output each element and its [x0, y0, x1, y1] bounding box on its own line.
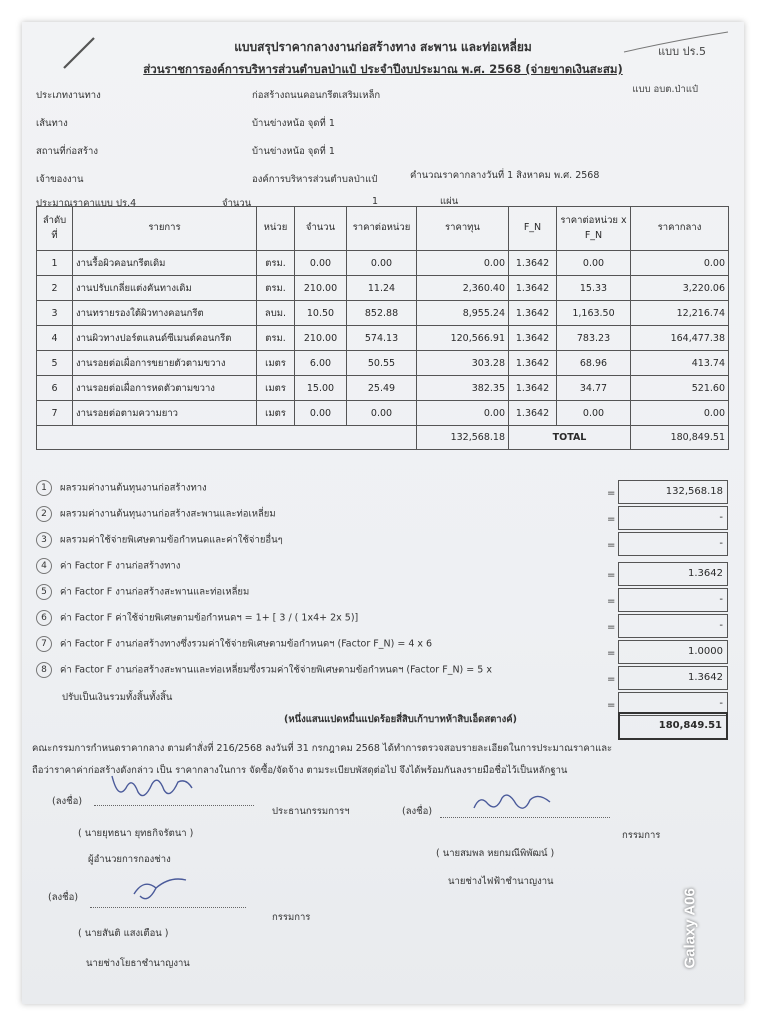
route-value: บ้านข่างหน้อ จุดที่ 1 [252, 118, 335, 129]
row-fn: 1.3642 [509, 401, 557, 426]
equals-sign: = [607, 700, 616, 711]
row-median: 164,477.38 [631, 326, 729, 351]
sheet-label: แผ่น [440, 196, 459, 207]
summary-text: ค่า Factor F ค่าใช้จ่ายพิเศษตามข้อกำหนดฯ = 1+ [ 3 / ( 1x4+ 2x 5)] [60, 612, 359, 624]
statement-line-2: ถือว่าราคาค่าก่อสร้างดังกล่าว เป็น ราคากลางในการ จัดซื้อ/จัดจ้าง ตามระเบียบพัสดุต่อไป จึงได้พร้อมกันลงรายมือชื่อไว้เป็นหลักฐาน [32, 765, 568, 777]
row-cost: 0.00 [417, 251, 509, 276]
summary-text: ผลรวมค่าใช้จ่ายพิเศษตามข้อกำหนดและค่าใช้จ่ายอื่นๆ [60, 534, 283, 546]
owner-label: เจ้าของงาน [36, 174, 84, 185]
row-unit: เมตร [257, 376, 295, 401]
member2-position: นายช่างโยธาชำนาญงาน [86, 958, 190, 969]
row-unit-price: 0.00 [347, 251, 417, 276]
col-header-item: รายการ [73, 207, 257, 251]
row-fn: 1.3642 [509, 301, 557, 326]
row-median: 3,220.06 [631, 276, 729, 301]
table-header-row [37, 207, 729, 251]
row-qty: 10.50 [295, 301, 347, 326]
row-qty: 6.00 [295, 351, 347, 376]
summary-row-1 [36, 480, 207, 496]
table-row [37, 376, 729, 401]
row-fn: 1.3642 [509, 351, 557, 376]
col-header-fn: F_N [509, 207, 557, 251]
member1-position: นายช่างไฟฟ้าชำนาญงาน [448, 876, 554, 887]
project-type-value: ก่อสร้างถนนคอนกรีตเสริมเหล็ก [252, 90, 381, 101]
row-fn: 1.3642 [509, 326, 557, 351]
camera-watermark [670, 850, 710, 980]
summary-text: ค่า Factor F งานก่อสร้างสะพานและท่อเหลี่ยม [60, 586, 250, 598]
summary-value-3: - [618, 532, 728, 556]
table-row [37, 351, 729, 376]
total-median: 180,849.51 [631, 426, 729, 450]
member1-name: ( นายสมพล หยกมณีพิพัฒน์ ) [436, 848, 555, 859]
row-item: งานผิวทางปอร์ตแลนด์ซีเมนต์คอนกรีต [73, 326, 257, 351]
row-unit-price: 25.49 [347, 376, 417, 401]
calc-date: คำนวณราคากลางวันที่ 1 สิงหาคม พ.ศ. 2568 [410, 170, 600, 181]
row-no: 4 [37, 326, 73, 351]
summary-value-7: 1.0000 [618, 640, 728, 664]
form-type: แบบ อบต.ป่าแป๋ [632, 84, 698, 95]
table-row [37, 326, 729, 351]
row-median: 521.60 [631, 376, 729, 401]
form-subtitle: ส่วนราชการองค์การบริหารส่วนตำบลป่าแป๋ ประจำปีงบประมาณ พ.ศ. 2568 (จ่ายขาดเงินสะสม) [143, 62, 623, 76]
price-summary-form [22, 22, 744, 1004]
route-label: เส้นทาง [36, 118, 68, 129]
row-fn: 1.3642 [509, 251, 557, 276]
row-item: งานทรายรองใต้ผิวทางคอนกรีต [73, 301, 257, 326]
site-label: สถานที่ก่อสร้าง [36, 146, 98, 157]
row-unit: ตรม. [257, 326, 295, 351]
row-cost: 382.35 [417, 376, 509, 401]
row-no: 7 [37, 401, 73, 426]
owner-value: องค์การบริหารส่วนตำบลป่าแป๋ [252, 174, 378, 185]
row-no: 1 [37, 251, 73, 276]
chair-signature [108, 770, 198, 806]
row-qty: 210.00 [295, 276, 347, 301]
row-fn: 1.3642 [509, 376, 557, 401]
row-unit: ลบม. [257, 301, 295, 326]
grand-total: 180,849.51 [618, 712, 728, 740]
qty-value: 1 [372, 196, 379, 207]
summary-text: ค่า Factor F งานก่อสร้างทางซึ่งรวมค่าใช้จ่ายพิเศษตามข้อกำหนดฯ (Factor F_N) = 4 x 6 [60, 638, 433, 650]
row-price-fn: 783.23 [557, 326, 631, 351]
summary-value-4: 1.3642 [618, 562, 728, 586]
qty-label: จำนวน [222, 198, 252, 209]
row-unit: ตรม. [257, 276, 295, 301]
row-unit: เมตร [257, 401, 295, 426]
equals-sign: = [607, 540, 616, 551]
col-header-no: ลำดับที่ [37, 207, 73, 251]
member1-signature [468, 788, 558, 818]
total-label: TOTAL [509, 426, 631, 450]
price-table [36, 206, 729, 450]
member2-role: กรรมการ [272, 912, 311, 923]
summary-row-6 [36, 610, 358, 626]
table-row [37, 251, 729, 276]
table-row [37, 276, 729, 301]
chair-position: ผู้อำนวยการกองช่าง [88, 854, 171, 865]
summary-number: 6 [36, 610, 52, 626]
row-median: 413.74 [631, 351, 729, 376]
col-header-unit-price: ราคาต่อหน่วย [347, 207, 417, 251]
project-type-label: ประเภทงานทาง [36, 90, 101, 101]
summary-value-1: 132,568.18 [618, 480, 728, 504]
row-qty: 15.00 [295, 376, 347, 401]
amount-in-words: (หนึ่งแสนแปดหมื่นแปดร้อยสี่สิบเก้าบาทห้าสิบเอ็ดสตางค์) [284, 714, 517, 725]
row-cost: 303.28 [417, 351, 509, 376]
member1-role: กรรมการ [622, 830, 661, 841]
row-unit-price: 852.88 [347, 301, 417, 326]
summary-text: ผลรวมค่างานต้นทุนงานก่อสร้างสะพานและท่อเหลี่ยม [60, 508, 276, 520]
total-spacer [37, 426, 417, 450]
sign-prefix-chair: (ลงชื่อ) [52, 796, 83, 807]
row-price-fn: 1,163.50 [557, 301, 631, 326]
summary-value-5: - [618, 588, 728, 612]
row-median: 12,216.74 [631, 301, 729, 326]
summary-text: ค่า Factor F งานก่อสร้างสะพานและท่อเหลี่ยมซึ่งรวมค่าใช้จ่ายพิเศษตามข้อกำหนดฯ (Factor F_N) = 5 x [60, 664, 492, 676]
rounded-label: ปรับเป็นเงินรวมทั้งสิ้นทั้งสิ้น [62, 692, 173, 703]
summary-value-6: - [618, 614, 728, 638]
row-item: งานรอยต่อเผื่อการหดตัวตามขวาง [73, 376, 257, 401]
site-value: บ้านข่างหน้อ จุดที่ 1 [252, 146, 335, 157]
row-median: 0.00 [631, 251, 729, 276]
member2-name: ( นายสันติ แสงเตือน ) [78, 928, 169, 939]
row-unit-price: 50.55 [347, 351, 417, 376]
equals-sign: = [607, 514, 616, 525]
summary-text: ผลรวมค่างานต้นทุนงานก่อสร้างทาง [60, 482, 207, 494]
equals-sign: = [607, 622, 616, 633]
equals-sign: = [607, 596, 616, 607]
row-unit-price: 0.00 [347, 401, 417, 426]
summary-row-5 [36, 584, 249, 600]
row-no: 6 [37, 376, 73, 401]
summary-number: 4 [36, 558, 52, 574]
equals-sign: = [607, 674, 616, 685]
row-unit: ตรม. [257, 251, 295, 276]
col-header-price-fn: ราคาต่อหน่วย x F_N [557, 207, 631, 251]
summary-row-7 [36, 636, 432, 652]
row-price-fn: 34.77 [557, 376, 631, 401]
row-qty: 0.00 [295, 251, 347, 276]
form-title: แบบสรุปราคากลางงานก่อสร้างทาง สะพาน และท่อเหลี่ยม [234, 40, 532, 54]
summary-row-4 [36, 558, 180, 574]
equals-sign: = [607, 648, 616, 659]
col-header-cost: ราคาทุน [417, 207, 509, 251]
row-price-fn: 0.00 [557, 401, 631, 426]
summary-value-2: - [618, 506, 728, 530]
document-photo [22, 22, 744, 1004]
equals-sign: = [607, 570, 616, 581]
summary-text: ค่า Factor F งานก่อสร้างทาง [60, 560, 181, 572]
row-cost: 2,360.40 [417, 276, 509, 301]
row-price-fn: 68.96 [557, 351, 631, 376]
row-cost: 8,955.24 [417, 301, 509, 326]
table-row [37, 401, 729, 426]
row-item: งานรื้อผิวคอนกรีตเดิม [73, 251, 257, 276]
row-cost: 0.00 [417, 401, 509, 426]
row-qty: 0.00 [295, 401, 347, 426]
chair-role: ประธานกรรมการฯ [272, 806, 350, 817]
summary-number: 8 [36, 662, 52, 678]
summary-number: 1 [36, 480, 52, 496]
summary-number: 7 [36, 636, 52, 652]
chair-name: ( นายยุทธนา ยุทธกิจรัตนา ) [78, 828, 194, 839]
total-cost: 132,568.18 [417, 426, 509, 450]
table-total-row [37, 426, 729, 450]
estimate-label: ประมาณราคาแบบ ปร.4 [36, 198, 137, 209]
summary-number: 5 [36, 584, 52, 600]
form-code: แบบ ปร.5 [658, 45, 706, 58]
row-item: งานปรับเกลี่ยแต่งคันทางเดิม [73, 276, 257, 301]
summary-value-8: 1.3642 [618, 666, 728, 690]
rounded-value: - [618, 692, 728, 716]
row-cost: 120,566.91 [417, 326, 509, 351]
member2-signature [126, 870, 196, 910]
summary-number: 2 [36, 506, 52, 522]
row-no: 2 [37, 276, 73, 301]
row-no: 3 [37, 301, 73, 326]
table-row [37, 301, 729, 326]
summary-number: 3 [36, 532, 52, 548]
row-unit-price: 574.13 [347, 326, 417, 351]
row-price-fn: 15.33 [557, 276, 631, 301]
row-unit-price: 11.24 [347, 276, 417, 301]
row-item: งานรอยต่อเผื่อการขยายตัวตามขวาง [73, 351, 257, 376]
row-fn: 1.3642 [509, 276, 557, 301]
row-median: 0.00 [631, 401, 729, 426]
row-price-fn: 0.00 [557, 251, 631, 276]
col-header-qty: จำนวน [295, 207, 347, 251]
watermark-text: Galaxy A06 [681, 888, 699, 969]
col-header-median: ราคากลาง [631, 207, 729, 251]
row-unit: เมตร [257, 351, 295, 376]
sign-prefix-member2: (ลงชื่อ) [48, 892, 79, 903]
sign-prefix-member1: (ลงชื่อ) [402, 806, 433, 817]
summary-row-2 [36, 506, 276, 522]
statement-line-1: คณะกรรมการกำหนดราคากลาง ตามคำสั่งที่ 216/2568 ลงวันที่ 31 กรกฎาคม 2568 ได้ทำการตรวจสอบรายละเอียดในการประมาณราคาและ [32, 743, 613, 754]
summary-row-8 [36, 662, 492, 678]
row-qty: 210.00 [295, 326, 347, 351]
row-item: งานรอยต่อตามความยาว [73, 401, 257, 426]
equals-sign: = [607, 488, 616, 499]
col-header-unit: หน่วย [257, 207, 295, 251]
row-no: 5 [37, 351, 73, 376]
summary-row-3 [36, 532, 283, 548]
